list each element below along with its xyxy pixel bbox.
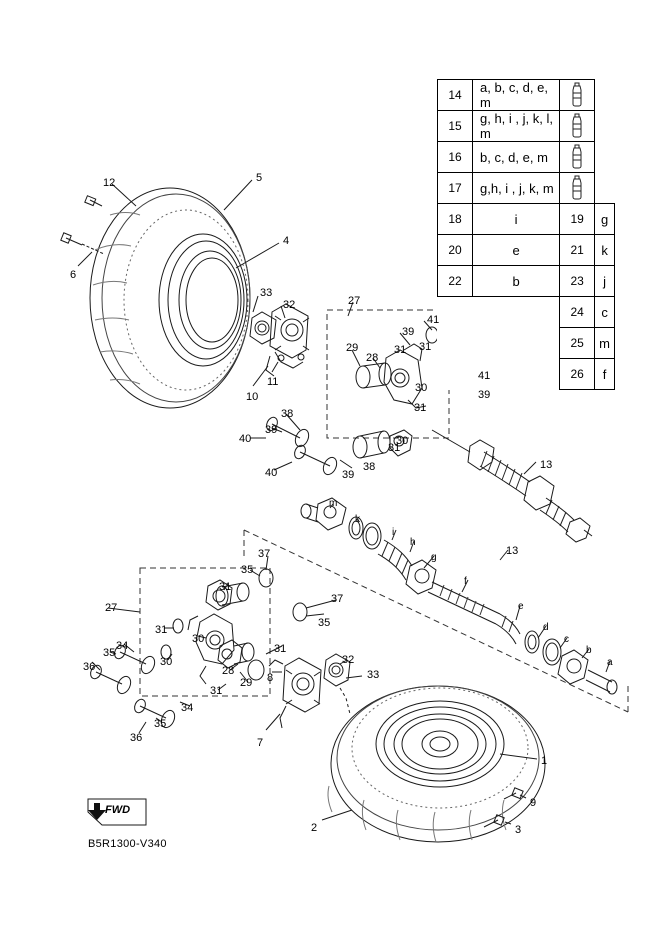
callout-6: 6: [70, 269, 77, 281]
callout-10: 10: [246, 391, 259, 403]
legend-value: j: [595, 266, 615, 297]
legend-number: 14: [438, 80, 473, 111]
legend-row: [438, 142, 615, 173]
callout-i: i: [392, 527, 395, 538]
callout-40: 40: [239, 433, 252, 445]
legend-number: 23: [560, 266, 595, 297]
callout-39: 39: [265, 424, 278, 436]
drive-shaft-assembled: [432, 430, 592, 542]
callout-5: 5: [256, 172, 263, 184]
callout-35: 35: [154, 718, 167, 730]
callout-36: 36: [83, 661, 96, 673]
legend-number: 25: [560, 328, 595, 359]
callout-31: 31: [274, 643, 287, 655]
callout-37: 37: [331, 593, 344, 605]
rear-hub-top: [250, 304, 309, 376]
callout-30: 30: [160, 656, 173, 668]
legend-value: g, h, i , j, k, l, m: [473, 111, 560, 142]
callout-27: 27: [105, 602, 118, 614]
legend-value: c: [595, 297, 615, 328]
legend-number: 20: [438, 235, 473, 266]
legend-value: f: [595, 359, 615, 390]
callout-m: m: [329, 498, 338, 509]
legend-row: [438, 328, 615, 359]
callout-35: 35: [318, 617, 331, 629]
legend-number: 24: [560, 297, 595, 328]
callout-30: 30: [192, 633, 205, 645]
legend-row: [438, 235, 615, 266]
callout-7: 7: [257, 737, 264, 749]
callout-40: 40: [265, 467, 278, 479]
callout-c: c: [564, 634, 569, 645]
legend-spacer: [438, 328, 473, 359]
legend-number: 21: [560, 235, 595, 266]
callout-33: 33: [260, 287, 273, 299]
callout-31: 31: [155, 624, 168, 636]
callout-39: 39: [478, 389, 491, 401]
callout-h: h: [410, 537, 416, 548]
legend-number: 19: [560, 204, 595, 235]
rear-tire-bottom: [328, 686, 548, 842]
legend-row: [438, 359, 615, 390]
legend-value: i: [473, 204, 560, 235]
callout-b: b: [586, 645, 592, 656]
legend-row: [438, 204, 615, 235]
legend-table: [437, 79, 615, 390]
callout-31: 31: [394, 344, 407, 356]
valve-stem-top: [61, 196, 104, 254]
callout-2: 2: [311, 822, 318, 834]
legend-row: [438, 111, 615, 142]
legend-value: a, b, c, d, e, m: [473, 80, 560, 111]
rear-tire-top: [90, 188, 250, 408]
legend-spacer: [438, 359, 473, 390]
legend-spacer: [438, 297, 473, 328]
legend-value: m: [595, 328, 615, 359]
callout-d: d: [543, 622, 549, 633]
legend-value: g: [595, 204, 615, 235]
callout-41: 41: [427, 314, 440, 326]
legend-number: 17: [438, 173, 473, 204]
rear-hub-bottom: [269, 654, 350, 728]
callout-13: 13: [506, 545, 519, 557]
legend-value: b: [473, 266, 560, 297]
callout-1: 1: [541, 755, 548, 767]
callout-38: 38: [281, 408, 294, 420]
callout-e: e: [518, 601, 524, 612]
legend-number: 26: [560, 359, 595, 390]
callout-31: 31: [388, 442, 401, 454]
callout-8: 8: [267, 672, 274, 684]
legend-number: 18: [438, 204, 473, 235]
callout-32: 32: [342, 654, 355, 666]
legend-value: g,h, i , j, k, m: [473, 173, 560, 204]
callout-3: 3: [515, 824, 522, 836]
callout-33: 33: [367, 669, 380, 681]
callout-12: 12: [103, 177, 116, 189]
grease-tube-icon: [560, 142, 595, 173]
callout-35: 35: [241, 564, 254, 576]
callout-31: 31: [414, 402, 427, 414]
callout-11: 11: [267, 376, 279, 388]
legend-row: [438, 297, 615, 328]
callout-41: 41: [478, 370, 491, 382]
legend-value: e: [473, 235, 560, 266]
grease-tube-icon: [560, 80, 595, 111]
callout-4: 4: [283, 235, 290, 247]
callout-29: 29: [346, 342, 359, 354]
drive-shaft-exploded: [244, 498, 628, 712]
callout-30: 30: [396, 435, 409, 447]
callout-39: 39: [402, 326, 415, 338]
callout-38: 38: [363, 461, 376, 473]
legend-spacer: [473, 328, 560, 359]
callout-35: 35: [103, 647, 116, 659]
callout-27: 27: [348, 295, 361, 307]
callout-30: 30: [415, 382, 428, 394]
legend-number: 16: [438, 142, 473, 173]
legend-number: 22: [438, 266, 473, 297]
legend-row: [438, 266, 615, 297]
legend-row: [438, 173, 615, 204]
callout-28: 28: [222, 665, 235, 677]
callout-32: 32: [283, 299, 296, 311]
legend-value: k: [595, 235, 615, 266]
callout-f: f: [464, 576, 467, 587]
callout-29: 29: [240, 677, 253, 689]
legend-value: b, c, d, e, m: [473, 142, 560, 173]
callout-34: 34: [181, 702, 194, 714]
legend-number: 15: [438, 111, 473, 142]
callout-a: a: [607, 657, 613, 668]
grease-tube-icon: [560, 173, 595, 204]
callout-37: 37: [258, 548, 271, 560]
callout-31: 31: [219, 581, 232, 593]
callout-39: 39: [342, 469, 355, 481]
legend-spacer: [473, 297, 560, 328]
callout-13: 13: [540, 459, 553, 471]
legend-row: [438, 80, 615, 111]
callout-k: k: [355, 514, 360, 525]
callout-9: 9: [530, 797, 537, 809]
callout-36: 36: [130, 732, 143, 744]
callout-28: 28: [366, 352, 379, 364]
callout-g: g: [431, 552, 437, 563]
callout-31: 31: [419, 341, 432, 353]
fwd-label: FWD: [105, 804, 131, 816]
callout-31: 31: [210, 685, 223, 697]
callout-34: 34: [116, 640, 129, 652]
part-code: B5R1300-V340: [88, 838, 167, 850]
grease-tube-icon: [560, 111, 595, 142]
